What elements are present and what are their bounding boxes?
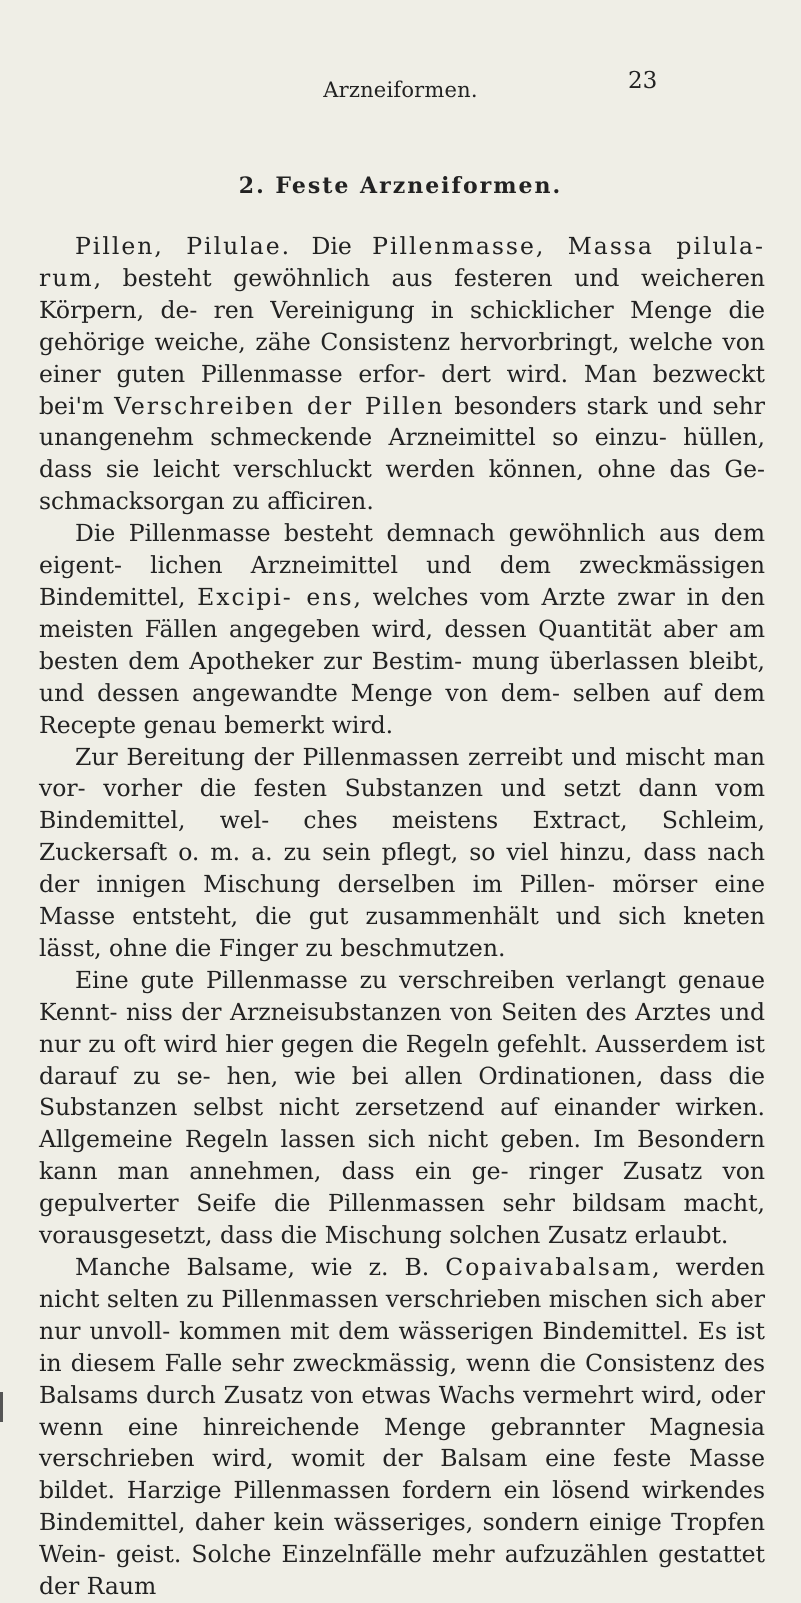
term-pillenmasse: Pillenmasse, Massa pilula- rum [39,232,765,292]
body-text [39,231,765,1603]
term-verschreiben: Verschreiben der Pillen [114,391,445,420]
paragraph-regeln: Eine gute Pillenmasse zu verschreiben verlangt genaue Kennt- niss der Arzneisubstanzen von Seiten des Arztes und nur zu oft wird hier gegen die Regeln gefehlt. Ausserdem ist darauf zu se- hen, wie bei allen Ordinationen, dass die Substanzen selbst nicht zersetzend auf einander wirken. Allgemeine Regeln lassen sich nicht geben. Im Besondern kann man annehmen, dass ein ge- ringer Zusatz von gepulverter Seife die Pillenmassen sehr bildsam macht, vorausgesetzt, dass die Mischung solchen Zusatz erlaubt. [39,965,765,1250]
running-title: Arzneiformen. [323,78,478,102]
page-edge-mark [0,1392,3,1422]
paragraph-pillen: Pillen, Pilulae. Die Pillenmasse, Massa pilula- rum, besteht gewöhnlich aus festeren und weicheren Körpern, de- ren Vereinigung in schicklicher Menge die gehörige weiche, zähe Consistenz hervorbringt, welche von einer guten Pillenmasse erfor- dert wird. Man bezweckt bei'm Verschreiben der Pillen besonders stark und sehr unangenehm schmeckende Arzneimittel so einzu- hüllen, dass sie leicht verschluckt werden können, ohne das Ge- schmacksorgan zu afficiren. [39,232,765,516]
paragraph-balsame: Manche Balsame, wie z. B. Copaivabalsam, werden nicht selten zu Pillenmassen verschrieben mischen sich aber nur unvoll- kommen mit dem wässerigen Bindemittel. Es ist in diesem Falle sehr zweckmässig, wenn die Consistenz des Balsams durch Zusatz von etwas Wachs vermehrt wird, oder wenn eine hinreichende Menge gebrannter Magnesia verschrieben wird, womit der Balsam eine feste Masse bildet. Harzige Pillenmassen fordern ein lösend wirkendes Bindemittel, daher kein wässeriges, sondern einige Tropfen Wein- geist. Solche Einzelnfälle mehr aufzuzählen gestattet der Raum [39,1253,765,1601]
term-excipiens: Excipi- ens [197,582,354,611]
page-number: 23 [628,68,658,94]
paragraph-bereitung: Zur Bereitung der Pillenmassen zerreibt und mischt man vor- vorher die festen Substanzen und setzt dann vom Bindemittel, wel- ches meistens Extract, Schleim, Zuckersaft o. m. a. zu sein pflegt, so viel hinzu, dass nach der innigen Mischung derselben im Pillen- mörser eine Masse entsteht, die gut zusammenhält und sich kneten lässt, ohne die Finger zu beschmutzen. [39,742,765,962]
term-copaivabalsam: Copaivabalsam [445,1253,653,1281]
section-heading: 2. Feste Arzneiformen. [238,173,563,199]
term-pillen: Pillen, Pilulae. [75,232,292,260]
paragraph-excipiens: Die Pillenmasse besteht demnach gewöhnlich aus dem eigent- lichen Arzneimittel und dem zweckmässigen Bindemittel, Excipi- ens, welches vom Arzte zwar in den meisten Fällen angegeben wird, dessen Quantität aber am besten dem Apotheker zur Bestim- mung überlassen bleibt, und dessen angewandte Menge von dem- selben auf dem Recepte genau bemerkt wird. [39,519,765,739]
